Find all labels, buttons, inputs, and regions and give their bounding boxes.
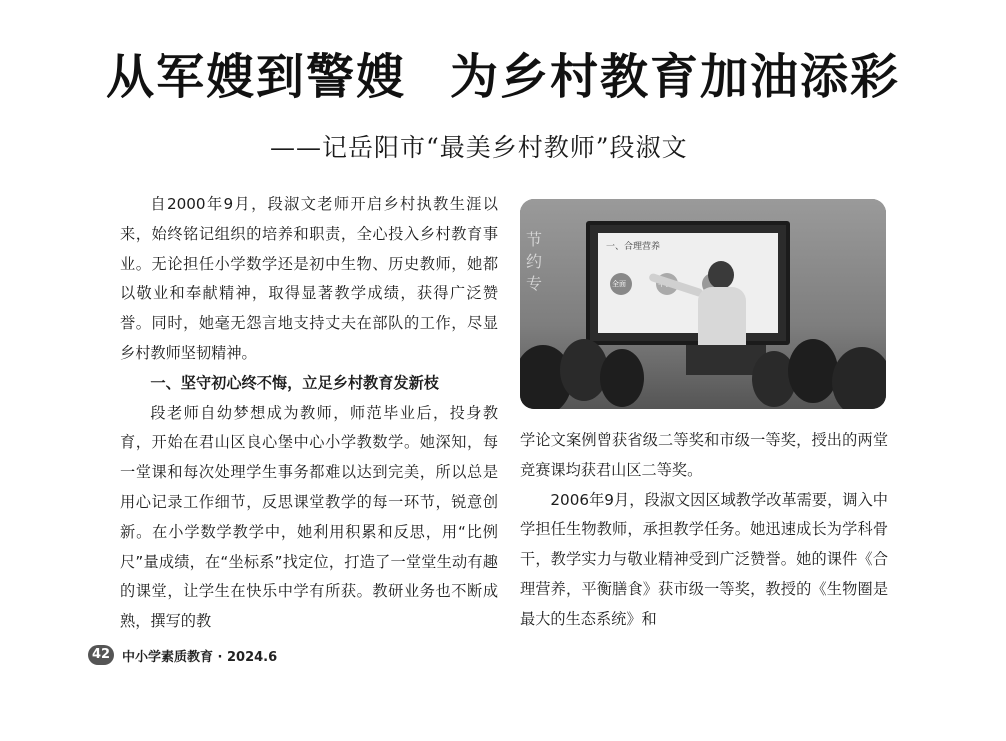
blackboard-writing: 节约专 bbox=[526, 230, 543, 293]
student-head bbox=[788, 339, 838, 403]
teacher-head bbox=[708, 261, 734, 289]
page-footer bbox=[88, 644, 277, 666]
right-column bbox=[520, 426, 888, 635]
page-number: 42 bbox=[88, 645, 114, 665]
classroom-photo bbox=[520, 199, 886, 409]
paragraph: 2006年9月，段淑文因区域教学改革需要，调入中学担任生物教师，承担教学任务。她迅速成长为学科骨干，教学实力与敬业精神受到广泛赞誉。她的课件《合理营养，平衡膳食》获市级一等奖，教授的《生物圈是最大的生态系统》和 bbox=[520, 490, 888, 628]
paragraph: 段老师自幼梦想成为教师，师范毕业后，投身教育，开始在君山区良心堡中心小学教数学。她深知，每一堂课和每次处理学生事务都难以达到完美，所以总是用心记录工作细节，反思课堂教学的每一环节，锐意创新。在小学数学教学中，她利用积累和反思，用“比例尺”量成绩，在“坐标系”找定位，打造了一堂堂生动有趣的课堂，让学生在快乐中学有所获。教研业务也不断成熟，撰写的教 bbox=[120, 403, 498, 631]
smartboard-screen bbox=[598, 233, 778, 333]
student-head bbox=[600, 349, 644, 407]
screen-title: 一、合理营养 bbox=[606, 242, 661, 252]
teacher-body bbox=[698, 287, 746, 347]
paragraph: 自2000年9月，段淑文老师开启乡村执教生涯以来，始终铭记组织的培养和职责，全心投入乡村教育事业。无论担任小学数学还是初中生物、历史教师，她都以敬业和奉献精神，取得显著教学成绩，获得广泛赞誉。同时，她毫无怨言地支持丈夫在部队的工作，尽显乡村教师坚韧精神。 bbox=[120, 195, 498, 362]
students bbox=[520, 339, 886, 409]
screen-label: 全面 bbox=[612, 280, 626, 288]
article-subtitle: ——记岳阳市“最美乡村教师”段淑文 bbox=[270, 133, 688, 162]
paragraph: 学论文案例曾获省级二等奖和市级一等奖，授出的两堂竞赛课均获君山区二等奖。 bbox=[520, 431, 888, 479]
student-head bbox=[832, 347, 886, 409]
smartboard bbox=[586, 221, 790, 345]
article-title bbox=[0, 38, 1006, 107]
title-part-1: 从军嫂到警嫂 bbox=[105, 49, 406, 105]
journal-name: 中小学素质教育 · 2024.6 bbox=[122, 649, 278, 665]
left-column bbox=[120, 190, 498, 637]
title-part-2: 为乡村教育加油添彩 bbox=[450, 49, 901, 105]
section-heading: 一、坚守初心终不悔，立足乡村教育发新枝 bbox=[150, 373, 439, 392]
